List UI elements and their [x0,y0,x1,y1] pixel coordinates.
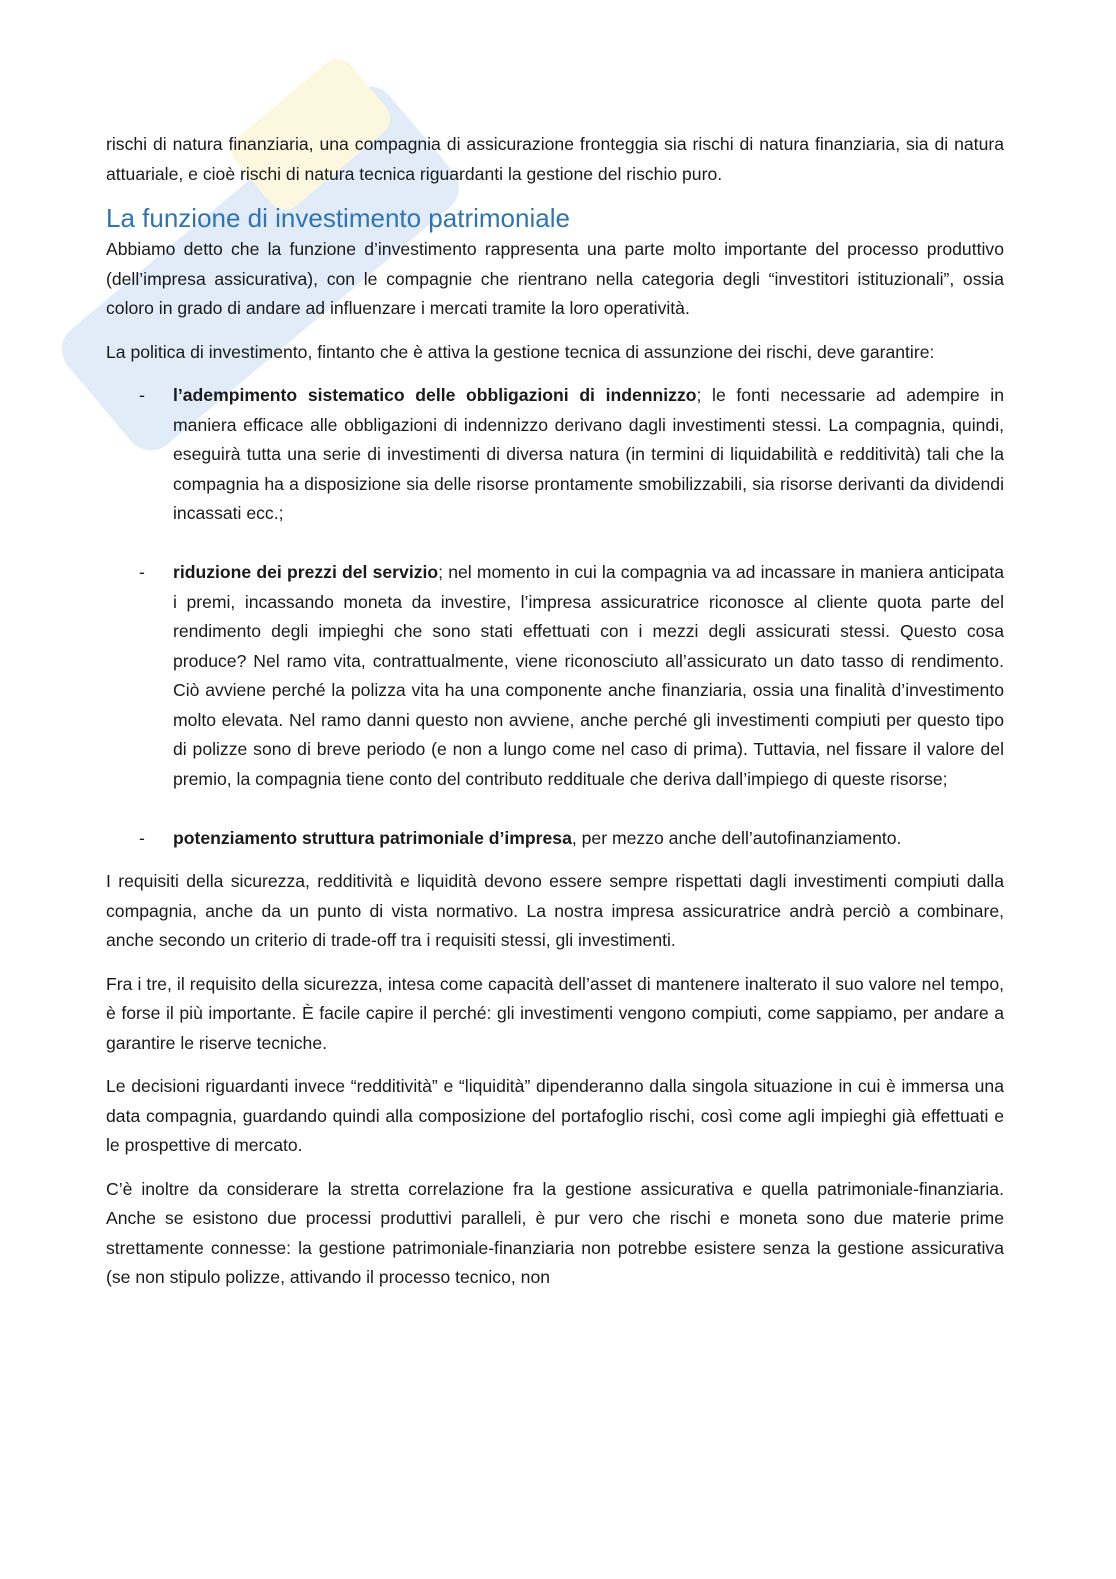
list-item-text: , per mezzo anche dell’autofinanziamento. [571,827,902,848]
paragraph-6: C’è inoltre da considerare la stretta correlazione fra la gestione assicurativa e quella patrimoniale-finanziaria. Anche se esistono due processi produttivi paralleli, è pur vero che rischi e moneta sono due materie prime strettamente connesse: la gestione patrimoniale-finanziaria non potrebbe esistere senza la gestione assicurativa (se non stipulo polizze, attivando il processo tecnico, non [106,1178,1004,1287]
list-item-title: potenziamento struttura patrimoniale d’impresa [173,827,572,848]
requirements-list [106,381,1004,853]
intro-paragraph: rischi di natura finanziaria, una compagnia di assicurazione fronteggia sia rischi di natura finanziaria, sia di natura attuariale, e cioè rischi di natura tecnica riguardanti la gestione del rischio puro. [106,134,1004,184]
list-item [106,824,1004,854]
paragraph-4: Fra i tre, il requisito della sicurezza, intesa come capacità dell’asset di mantenere inalterato il suo valore nel tempo, è forse il più importante. È facile capire il perché: gli investimenti vengono compiuti, come sappiamo, per andare a garantire le riserve tecniche. [106,973,1004,1053]
list-item [106,558,1004,794]
paragraph-3: I requisiti della sicurezza, redditività e liquidità devono essere sempre rispettati dagli investimenti compiuti dalla compagnia, anche da un punto di vista normativo. La nostra impresa assicuratrice andrà perciò a combinare, anche secondo un criterio di trade-off tra i requisiti stessi, gli investimenti. [106,871,1004,950]
list-dash: - [139,827,145,848]
document-page [106,130,1004,1293]
list-item-text: ; le fonti necessarie ad adempire in maniera efficace alle obbligazioni di indennizzo derivano dagli investimenti stessi. La compagnia, quindi, eseguirà tutta una serie di investimenti di diversa natura (in termini di liquidabilità e redditività) tali che la compagnia ha a disposizione sia delle risorse prontamente smobilizzabili, sia risorse derivanti da dividendi incassati ecc.; [173,385,1004,523]
paragraph-2: La politica di investimento, fintanto che è attiva la gestione tecnica di assunzione dei rischi, deve garantire: [106,341,935,362]
list-dash: - [139,385,145,405]
list-item-text: ; nel momento in cui la compagnia va ad incassare in maniera anticipata i premi, incassando moneta da investire, l’impresa assicuratrice riconosce al cliente quota parte del rendimento degli impieghi che sono stati effettuati con i mezzi degli assicurati stessi. Questo cosa produce? Nel ramo vita, contrattualmente, viene riconosciuto all’assicurato un dato tasso di rendimento. Ciò avviene perché la polizza vita ha una componente anche finanziaria, ossia una finalità d’investimento molto elevata. Nel ramo danni questo non avviene, anche perché gli investimenti compiuti per questo tipo di polizze sono di breve periodo (e non a lungo come nel caso di prima). Tuttavia, nel fissare il valore del premio, la compagnia tiene conto del contributo reddituale che deriva dall’impiego di queste risorse; [173,562,1004,789]
list-item [106,381,1004,529]
paragraph-5: Le decisioni riguardanti invece “redditività” e “liquidità” dipenderanno dalla singola situazione in cui è immersa una data compagnia, guardando quindi alla composizione del portafoglio rischi, così come agli impieghi già effettuati e le prospettive di mercato. [106,1076,1004,1155]
paragraph-1: Abbiamo detto che la funzione d’investimento rappresenta una parte molto importante del processo produttivo (dell’impresa assicurativa), con le compagnie che rientrano nella categoria degli “investitori istituzionali”, ossia coloro in grado di andare ad influenzare i mercati tramite la loro operatività. [106,239,1004,318]
section-heading: La funzione di investimento patrimoniale [106,203,570,233]
list-dash: - [139,562,145,582]
list-item-title: l’adempimento sistematico delle obbligazioni di indennizzo [173,385,697,405]
list-item-title: riduzione dei prezzi del servizio [173,562,439,582]
